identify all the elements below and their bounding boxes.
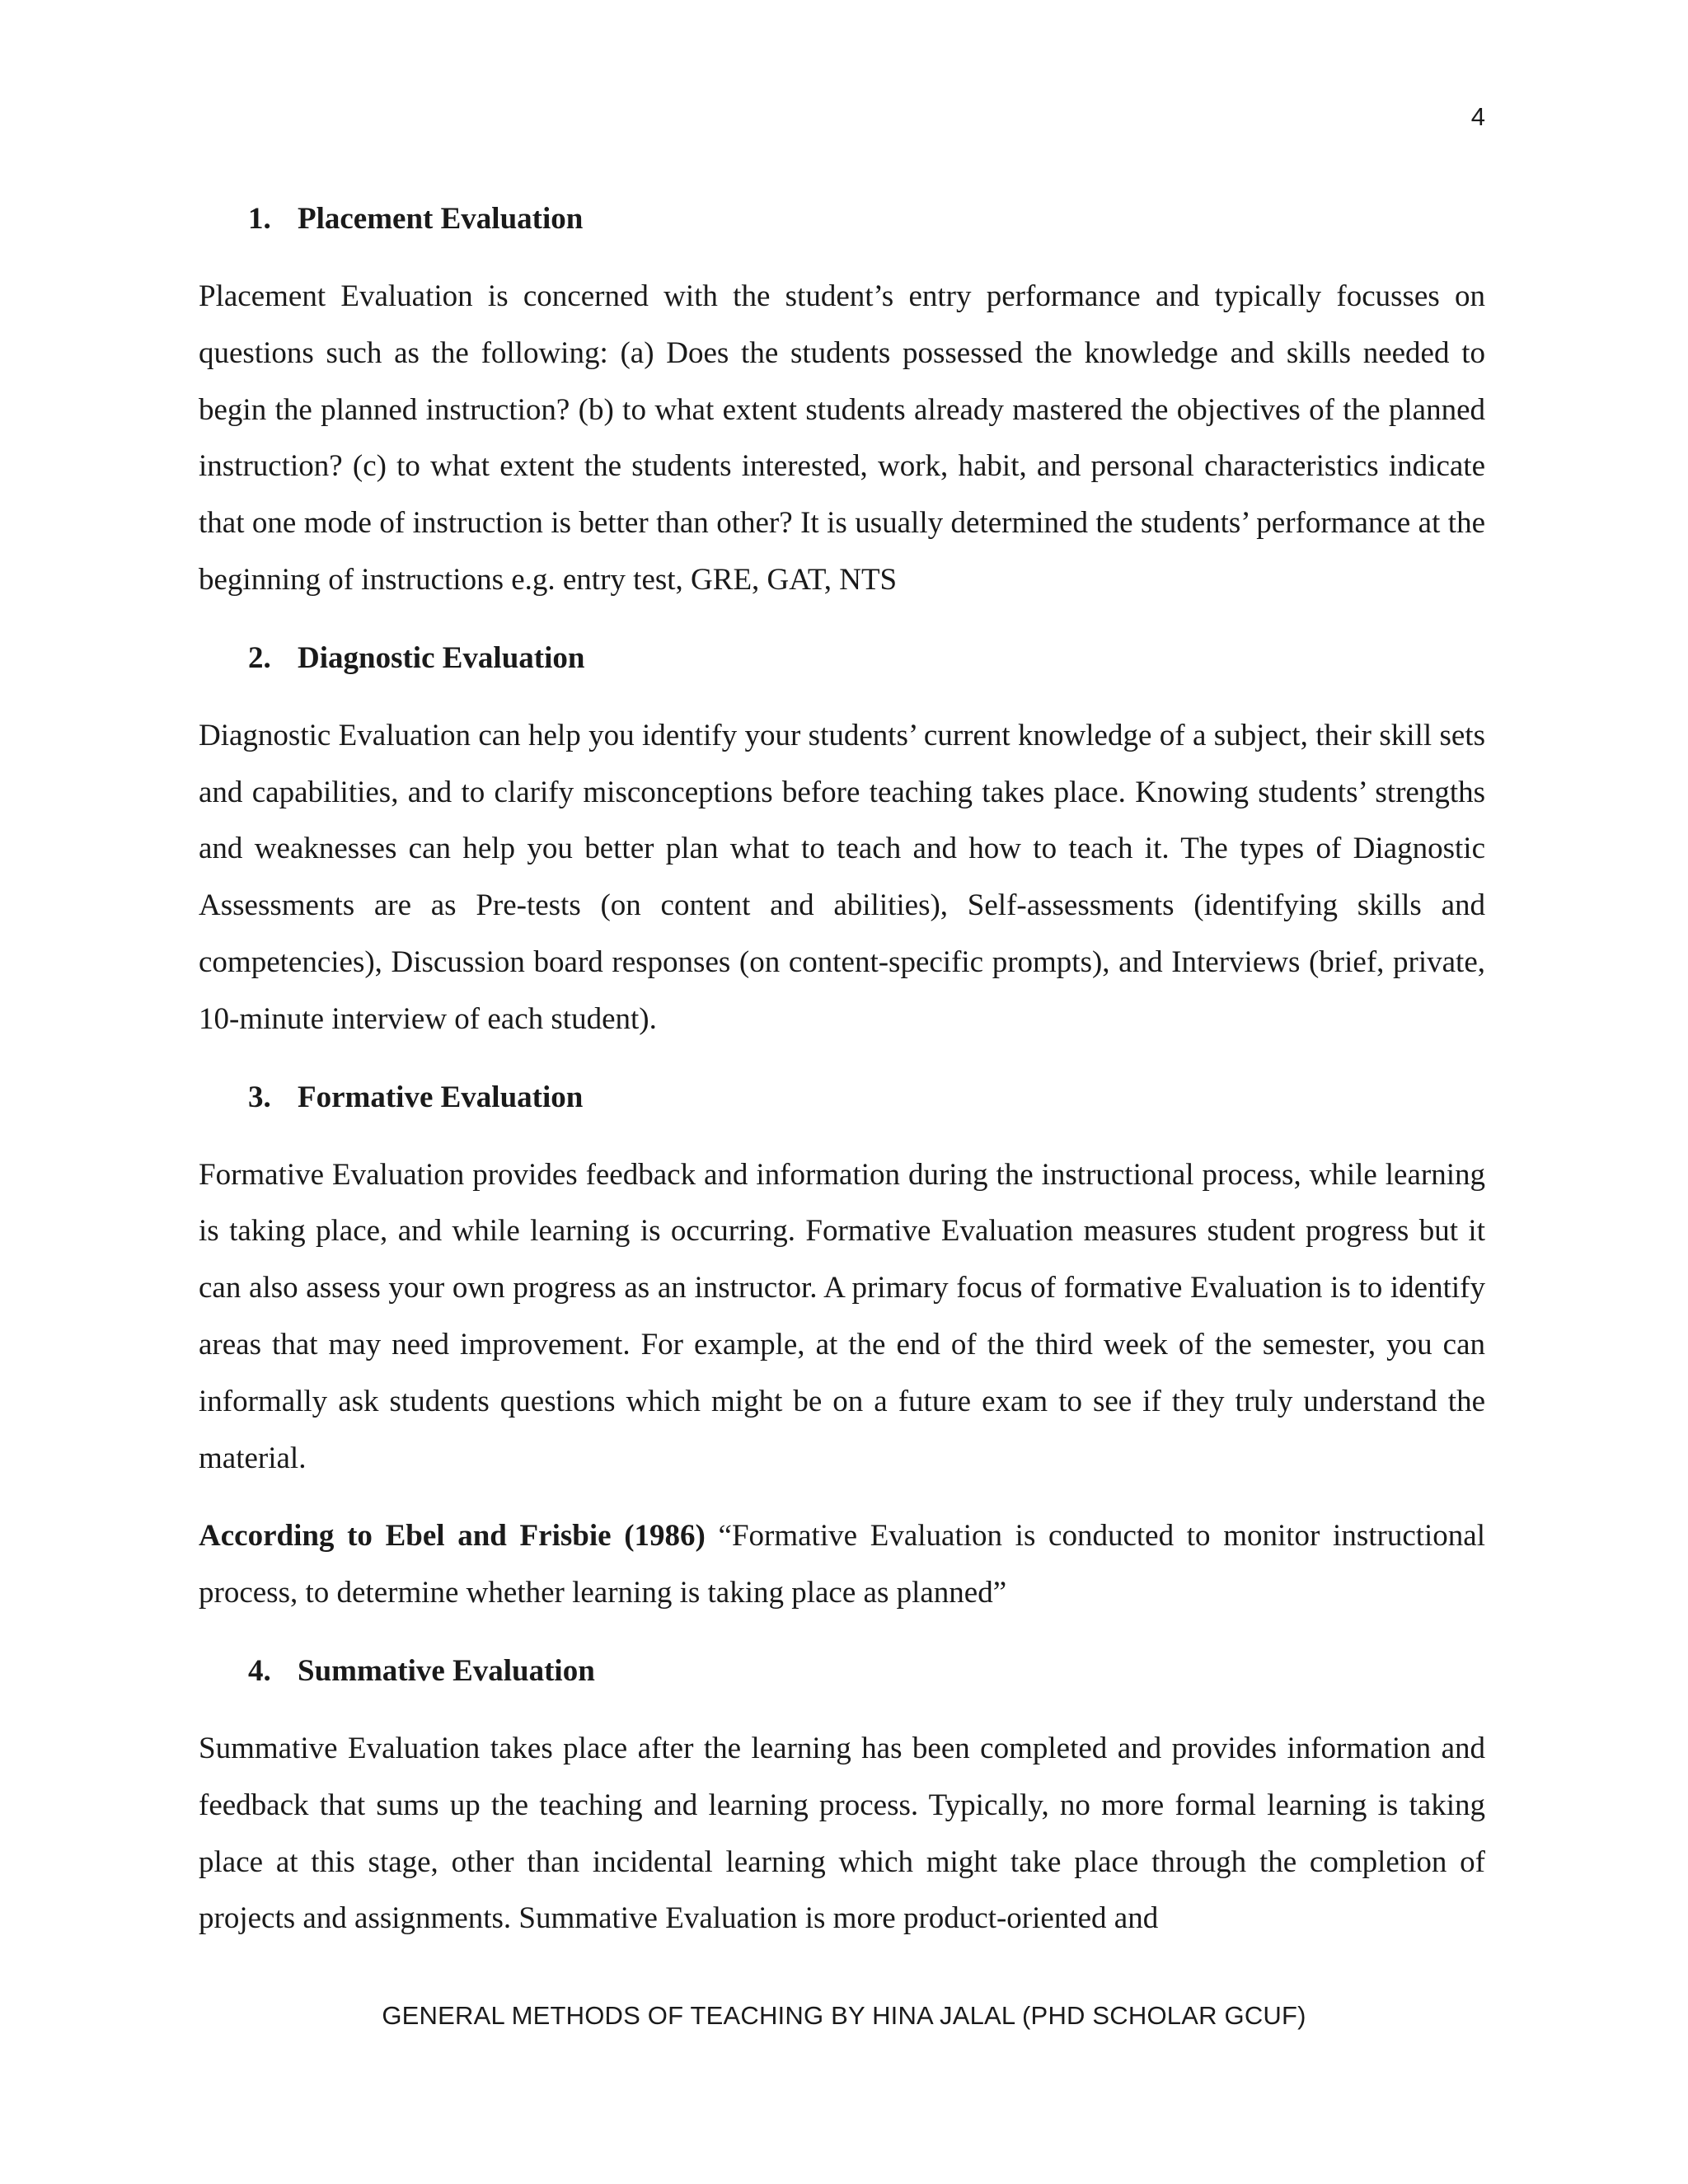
section-heading-summative: [199, 1643, 1485, 1699]
section-paragraph-placement: Placement Evaluation is concerned with the student’s entry performance and typically focusses on questions such as the following: (a) Does the students possessed the knowledge and skills needed to begin the planned instruction? (b) to what extent students already mastered the objectives of the planned instruction? (c) to what extent the students interested, work, habit, and personal characteristics indicate that one mode of instruction is better than other? It is usually determined the students’ performance at the beginning of instructions e.g. entry test, GRE, GAT, NTS: [199, 279, 1485, 597]
section-number: 4.: [248, 1653, 271, 1688]
section-heading-diagnostic: [199, 630, 1485, 687]
quote-source: According to Ebel and Frisbie (1986): [199, 1519, 706, 1554]
section-paragraph-summative: Summative Evaluation takes place after the learning has been completed and provides information and feedback that sums up the teaching and learning process. Typically, no more formal learning is taking place at this stage, other than incidental learning which might take place through the completion of projects and assignments. Summative Evaluation is more product-oriented and: [199, 1731, 1485, 1936]
section-number: 1.: [248, 202, 271, 236]
section-paragraph-diagnostic: Diagnostic Evaluation can help you identify your students’ current knowledge of a subject, their skill sets and capabilities, and to clarify misconceptions before teaching takes place. Knowing students’ strengths and weaknesses can help you better plan what to teach and how to teach it. The types of Diagnostic Assessments are as Pre-tests (on content and abilities), Self-assessments (identifying skills and competencies), Discussion board responses (on content-specific prompts), and Interviews (brief, private, 10-minute interview of each student).: [199, 718, 1485, 1036]
quote-paragraph: [199, 1508, 1485, 1622]
section-title: Summative Evaluation: [298, 1653, 595, 1688]
page-number: 4: [1470, 102, 1485, 131]
page-footer: GENERAL METHODS OF TEACHING BY HINA JALAL (PHD SCHOLAR GCUF): [382, 2001, 1306, 2030]
section-title: Diagnostic Evaluation: [298, 640, 585, 675]
section-title: Placement Evaluation: [298, 202, 584, 236]
section-paragraph-formative: Formative Evaluation provides feedback and information during the instructional process, while learning is taking place, and while learning is occurring. Formative Evaluation measures student progress but it can also assess your own progress as an instructor. A primary focus of formative Evaluation is to identify areas that may need improvement. For example, at the end of the third week of the semester, you can informally ask students questions which might be on a future exam to see if they truly understand the material.: [199, 1157, 1485, 1475]
section-number: 2.: [248, 640, 271, 675]
section-heading-placement: [199, 191, 1485, 247]
document-body: [199, 191, 1485, 1947]
quote-text: “Formative Evaluation is conducted to monitor instructional process, to determine whether learning is taking place as planned”: [199, 1519, 1486, 1610]
section-heading-formative: [199, 1070, 1485, 1126]
section-title: Formative Evaluation: [298, 1080, 584, 1114]
section-number: 3.: [248, 1080, 271, 1114]
